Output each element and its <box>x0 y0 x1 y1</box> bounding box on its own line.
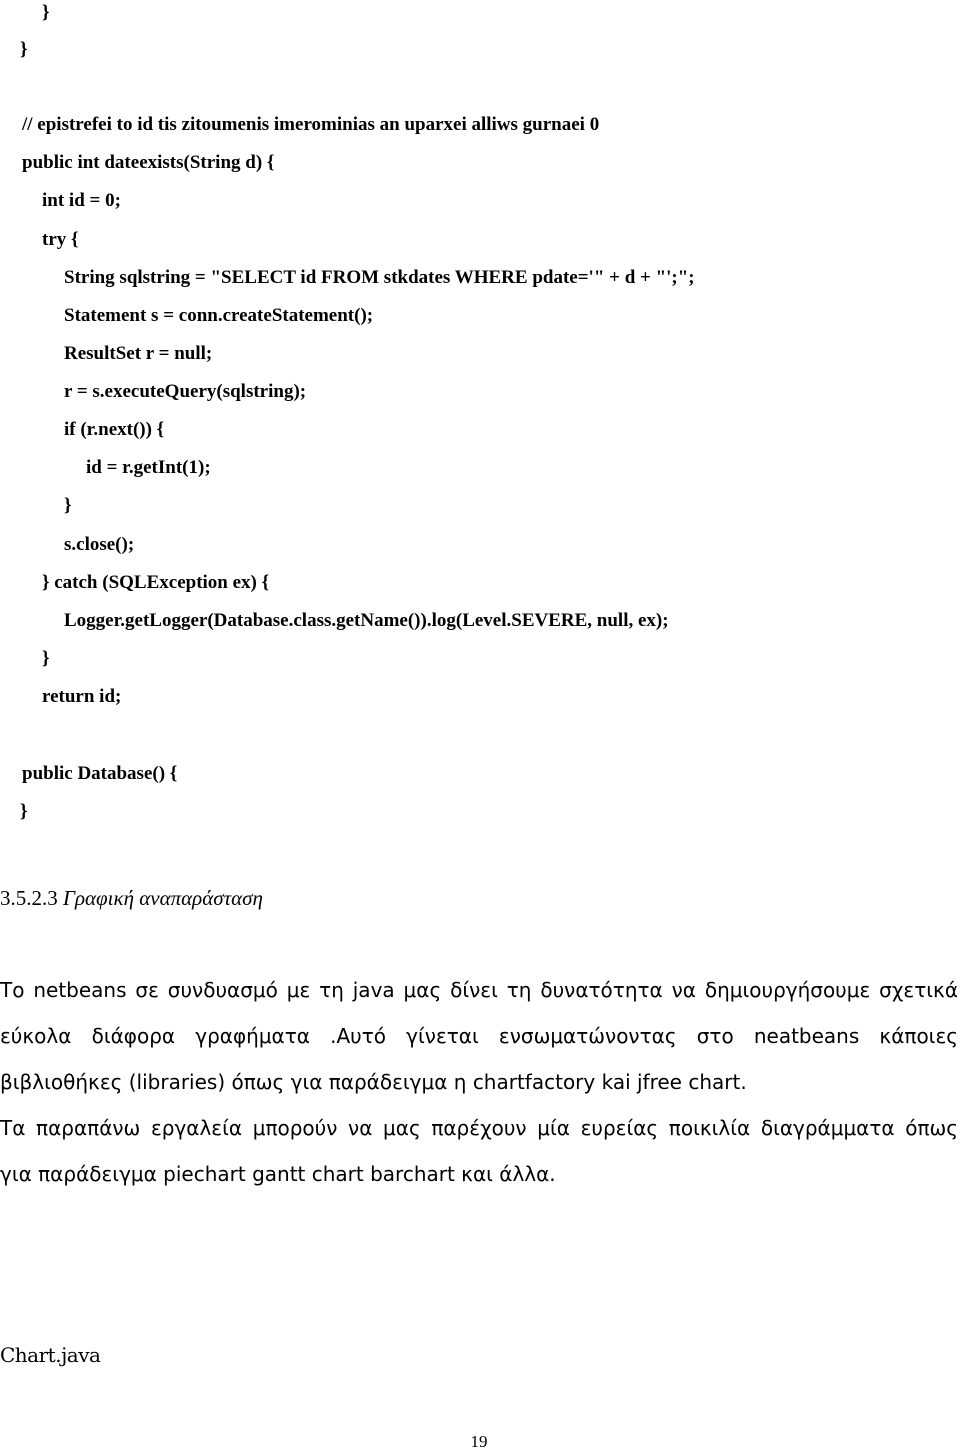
paragraph-line: εύκολα διάφορα γραφήματα .Αυτό γίνεται ενσωματώνοντας στο neatbeans κάποιες <box>0 1024 958 1048</box>
code-line: r = s.executeQuery(sqlstring); <box>64 381 307 402</box>
code-line: try { <box>42 229 79 250</box>
code-line: } <box>20 39 28 60</box>
code-line: } <box>42 2 50 23</box>
paragraph-line: Το netbeans σε συνδυασμό με τη java μας δίνει τη δυνατότητα να δημιουργήσουμε σχετικά <box>0 978 958 1002</box>
code-comment: // epistrefei to id tis zitoumenis imerominias an uparxei alliws gurnaei 0 <box>22 114 600 135</box>
code-line: s.close(); <box>64 534 135 555</box>
section-heading <box>0 884 263 912</box>
code-line: public int dateexists(String d) { <box>22 152 275 173</box>
code-line: Logger.getLogger(Database.class.getName()).log(Level.SEVERE, null, ex); <box>64 610 669 631</box>
file-name-label: Chart.java <box>0 1343 101 1367</box>
code-line: String sqlstring = "SELECT id FROM stkdates WHERE pdate='" + d + "';"; <box>64 267 695 288</box>
code-line: id = r.getInt(1); <box>86 457 211 478</box>
code-line: Statement s = conn.createStatement(); <box>64 305 374 326</box>
code-line: } catch (SQLException ex) { <box>42 572 270 593</box>
code-line: public Database() { <box>22 763 178 784</box>
code-line: } <box>42 648 50 669</box>
code-line: } <box>20 801 28 822</box>
paragraph-line: Τα παραπάνω εργαλεία μπορούν να μας παρέχουν μία ευρείας ποικιλία διαγράμματα όπως <box>0 1116 958 1140</box>
code-line: if (r.next()) { <box>64 419 165 440</box>
paragraph-line: για παράδειγμα piechart gantt chart barchart και άλλα. <box>0 1162 556 1186</box>
code-line: int id = 0; <box>42 190 121 211</box>
section-number: 3.5.2.3 <box>0 886 58 910</box>
paragraph-line: βιβλιοθήκες (libraries) όπως για παράδειγμα η chartfactory kai jfree chart. <box>0 1070 747 1094</box>
page-number: 19 <box>470 1432 488 1451</box>
section-title: Γραφική αναπαράσταση <box>63 886 263 910</box>
code-line: return id; <box>42 686 122 707</box>
code-line: ResultSet r = null; <box>64 343 213 364</box>
code-line: } <box>64 495 72 516</box>
